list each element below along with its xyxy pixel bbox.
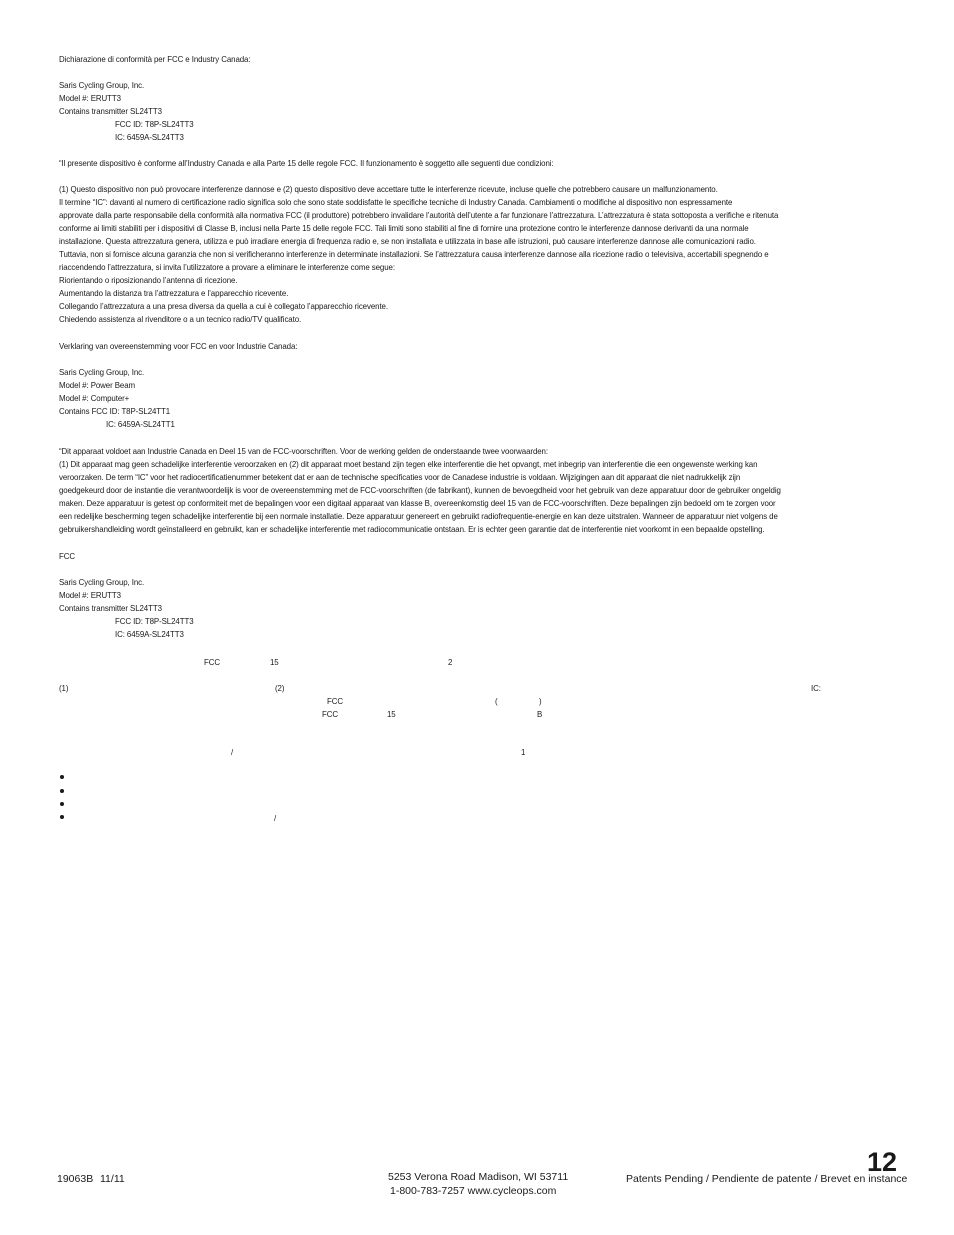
italian-contains: Contains transmitter SL24TT3 (59, 106, 162, 116)
fcc-fragment: / (274, 813, 277, 823)
fcc-fcc-id: FCC ID: T8P-SL24TT3 (115, 616, 194, 626)
footer-document-code: 19063B (57, 1173, 94, 1185)
fcc-fragment: IC: (811, 683, 821, 693)
fcc-contains: Contains transmitter SL24TT3 (59, 603, 162, 613)
fcc-fragment: 1 (521, 747, 526, 757)
italian-line: Collegando l’attrezzatura a una presa diversa da quella a cui è collegato l’apparecchio ricevente. (59, 301, 388, 311)
dutch-model-2: Model #: Computer+ (59, 393, 130, 403)
dutch-line: maken. Deze apparatuur is getest op conformiteit met de bepalingen voor een digitaal apparaat van klasse B, overeenkomstig deel 15 van de FCC-voorschriften. Deze bepalingen zijn bedoeld om te zorgen voor (59, 498, 776, 508)
italian-line: Aumentando la distanza tra l’attrezzatura e l’apparecchio ricevente. (59, 288, 289, 298)
fcc-company: Saris Cycling Group, Inc. (59, 577, 145, 587)
dutch-line: goedgekeurd door de instantie die verantwoordelijk is voor de overeenstemming met de FCC-voorschriften (de fabrikant), kunnen de bevoegdheid voor het gebruik van deze apparatuur door de gebruiker ongeldig (59, 485, 781, 495)
italian-line: Tuttavia, non si fornisce alcuna garanzia che non si verificheranno interferenze in determinate installazioni. Se l’attrezzatura causa interferenze dannose alla ricezione radio o televisiva, accertabili spegnendo e (59, 249, 769, 259)
italian-fcc-id: FCC ID: T8P-SL24TT3 (115, 119, 194, 129)
fcc-fragment: ( (495, 696, 498, 706)
fcc-fragment: (1) (59, 683, 69, 693)
page-number: 12 (867, 1147, 898, 1177)
italian-line: approvate dalla parte responsabile della conformità alla normativa FCC (il produttore) potrebbero invalidare l’autorità dell’utente a far funzionare l’attrezzatura. L’attrezzatura è stata sottoposta a verifiche e ritenuta (59, 210, 779, 220)
italian-line: Chiedendo assistenza al rivenditore o a un tecnico radio/TV qualificato. (59, 314, 302, 324)
fcc-ic: IC: 6459A-SL24TT3 (115, 629, 184, 639)
fcc-fragment: B (537, 709, 543, 719)
fcc-fragment: 2 (448, 657, 453, 667)
dutch-line: “Dit apparaat voldoet aan Industrie Canada en Deel 15 van de FCC-voorschriften. Voor de werking gelden de onderstaande twee voorwaarden: (59, 446, 548, 456)
italian-line: riaccendendo l’attrezzatura, si invita l’utilizzatore a provare a eliminare le interferenze come segue: (59, 262, 395, 272)
dutch-company: Saris Cycling Group, Inc. (59, 367, 145, 377)
fcc-fragment: (2) (275, 683, 285, 693)
dutch-model-1: Model #: Power Beam (59, 380, 136, 390)
fcc-fragment: 15 (387, 709, 396, 719)
italian-line: conforme ai limiti stabiliti per i dispositivi di Classe B, inclusi nella Parte 15 delle regole FCC. Tali limiti sono stabiliti al fine di fornire una protezione contro le interferenze dannose derivanti da una normale (59, 223, 749, 233)
fcc-fragment: ) (539, 696, 542, 706)
dutch-line: veroorzaken. De term “IC” voor het radiocertificatienummer betekent dat er aan de technische specificaties voor de Canadese industrie is voldaan. Wijzigingen aan dit apparaat die niet nadrukkelijk zijn (59, 472, 741, 482)
bullet (60, 789, 64, 793)
bullet (60, 815, 64, 819)
dutch-contains: Contains FCC ID: T8P-SL24TT1 (59, 406, 171, 416)
fcc-heading: FCC (59, 551, 75, 561)
italian-ic: IC: 6459A-SL24TT3 (115, 132, 184, 142)
footer-contact: 1-800-783-7257 www.cycleops.com (390, 1185, 557, 1197)
italian-line: (1) Questo dispositivo non può provocare interferenze dannose e (2) questo dispositivo deve accettare tutte le interferenze ricevute, incluse quelle che potrebbero causare un malfunzionamento. (59, 184, 718, 194)
italian-model: Model #: ERUTT3 (59, 93, 121, 103)
bullet (60, 802, 64, 806)
footer-date: 11/11 (100, 1173, 125, 1185)
italian-line: Il termine “IC”: davanti al numero di certificazione radio significa solo che sono state soddisfatte le specifiche tecniche di Industry Canada. Cambiamenti o modifiche al dispositivo non espressamente (59, 197, 733, 207)
footer-address: 5253 Verona Road Madison, WI 53711 (388, 1171, 569, 1183)
italian-heading: Dichiarazione di conformità per FCC e Industry Canada: (59, 54, 251, 64)
fcc-fragment: FCC (204, 657, 220, 667)
dutch-line: een redelijke bescherming tegen schadelijke interferentie bij een normale installatie. Deze apparatuur genereert en gebruikt radiofrequentie-energie en kan deze uitstralen. Wanneer de apparatuur niet volgens de (59, 511, 778, 521)
fcc-model: Model #: ERUTT3 (59, 590, 121, 600)
dutch-line: (1) Dit apparaat mag geen schadelijke interferentie veroorzaken en (2) dit apparaat moet bestand zijn tegen elke interferentie die het opvangt, met inbegrip van interferentie die een ongewenste werking kan (59, 459, 758, 469)
italian-intro: “Il presente dispositivo è conforme all’Industry Canada e alla Parte 15 delle regole FCC. Il funzionamento è soggetto alle seguenti due condizioni: (59, 158, 554, 168)
fcc-fragment: / (231, 747, 234, 757)
footer-patents: Patents Pending / Pendiente de patente / Brevet en instance (626, 1173, 908, 1185)
dutch-heading: Verklaring van overeenstemming voor FCC en voor Industrie Canada: (59, 341, 298, 351)
dutch-ic: IC: 6459A-SL24TT1 (106, 419, 175, 429)
italian-line: installazione. Questa attrezzatura genera, utilizza e può irradiare energia di frequenza radio e, se non installata e utilizzata in base alle istruzioni, può causare interferenze dannose alle comunicazioni radio. (59, 236, 756, 246)
italian-line: Riorientando o riposizionando l’antenna di ricezione. (59, 275, 238, 285)
fcc-fragment: FCC (327, 696, 343, 706)
bullet (60, 775, 64, 779)
fcc-fragment: 15 (270, 657, 279, 667)
dutch-line: gebruikershandleiding wordt geïnstalleerd en gebruikt, kan er schadelijke interferentie met radiocommunicatie ontstaan. Er is echter geen garantie dat de interferentie niet voorkomt in een bepaalde opstelling. (59, 524, 765, 534)
fcc-fragment: FCC (322, 709, 338, 719)
italian-company: Saris Cycling Group, Inc. (59, 80, 145, 90)
